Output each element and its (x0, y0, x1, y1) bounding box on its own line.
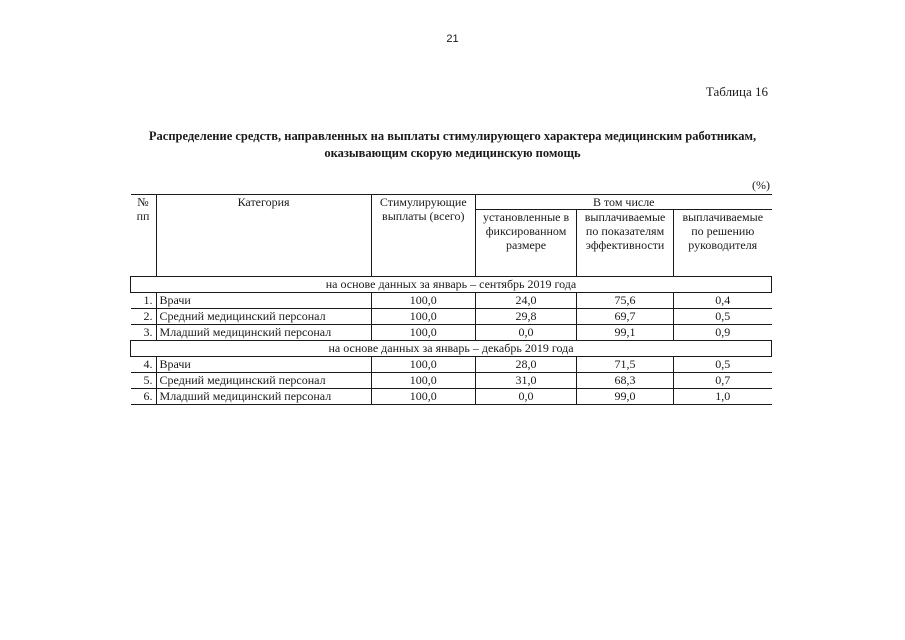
row-head: 0,5 (674, 357, 772, 373)
document-title (100, 128, 805, 162)
row-num: 5. (131, 373, 157, 389)
row-category: Врачи (156, 357, 371, 373)
row-total: 100,0 (371, 389, 475, 405)
row-fixed: 24,0 (475, 293, 576, 309)
row-fixed: 28,0 (475, 357, 576, 373)
table-row (131, 325, 772, 341)
header-fixed-line2: фиксированном (485, 224, 567, 238)
row-efficiency: 99,1 (577, 325, 674, 341)
row-efficiency: 69,7 (577, 309, 674, 325)
row-category: Средний медицинский персонал (156, 373, 371, 389)
row-fixed: 29,8 (475, 309, 576, 325)
row-category: Врачи (156, 293, 371, 309)
row-category: Младший медицинский персонал (156, 325, 371, 341)
header-total-line1: Стимулирующие (379, 195, 467, 209)
unit-note: (%) (752, 178, 770, 192)
row-efficiency: 71,5 (577, 357, 674, 373)
row-head: 0,5 (674, 309, 772, 325)
row-efficiency: 99,0 (577, 389, 674, 405)
row-efficiency: 75,6 (577, 293, 674, 309)
header-including: В том числе (475, 195, 771, 210)
section-row (131, 277, 772, 293)
section-row (131, 341, 772, 357)
page-number: 21 (446, 33, 459, 45)
header-head-line3: руководителя (688, 238, 758, 252)
row-category: Младший медицинский персонал (156, 389, 371, 405)
row-total: 100,0 (371, 373, 475, 389)
table-label: Таблица 16 (705, 84, 768, 99)
title-line-2: оказывающим скорую медицинскую помощь (324, 146, 581, 160)
header-efficiency-line2: по показателям (585, 224, 665, 238)
row-head: 0,4 (674, 293, 772, 309)
row-fixed: 0,0 (475, 389, 576, 405)
row-total: 100,0 (371, 309, 475, 325)
header-total-line2: выплаты (всего) (382, 209, 465, 223)
header-head-decision (674, 210, 772, 277)
distribution-table (130, 194, 772, 405)
header-num (131, 195, 157, 277)
header-fixed-line1: установленные в (482, 210, 570, 224)
table-row (131, 389, 772, 405)
header-num-sub: пп (136, 209, 150, 223)
row-efficiency: 68,3 (577, 373, 674, 389)
header-num-symbol: № (137, 195, 149, 209)
header-efficiency (577, 210, 674, 277)
header-head-line2: по решению (691, 224, 755, 238)
header-fixed (475, 210, 576, 277)
row-num: 2. (131, 309, 157, 325)
header-fixed-line3: размере (505, 238, 547, 252)
row-fixed: 31,0 (475, 373, 576, 389)
table-row (131, 293, 772, 309)
row-num: 4. (131, 357, 157, 373)
row-num: 3. (131, 325, 157, 341)
header-efficiency-line3: эффективности (585, 238, 665, 252)
row-category: Средний медицинский персонал (156, 309, 371, 325)
row-total: 100,0 (371, 325, 475, 341)
header-total (371, 195, 475, 277)
table-row (131, 373, 772, 389)
row-head: 0,7 (674, 373, 772, 389)
table-row (131, 309, 772, 325)
header-category: Категория (156, 195, 371, 277)
section-title: на основе данных за январь – сентябрь 2019 года (131, 277, 772, 293)
row-fixed: 0,0 (475, 325, 576, 341)
row-total: 100,0 (371, 357, 475, 373)
header-head-line1: выплачиваемые (682, 210, 764, 224)
row-head: 0,9 (674, 325, 772, 341)
row-num: 1. (131, 293, 157, 309)
row-num: 6. (131, 389, 157, 405)
header-efficiency-line1: выплачиваемые (584, 210, 666, 224)
row-head: 1,0 (674, 389, 772, 405)
title-line-1: Распределение средств, направленных на выплаты стимулирующего характера медицинским работникам, (148, 129, 757, 143)
table-row (131, 357, 772, 373)
section-title: на основе данных за январь – декабрь 2019 года (131, 341, 772, 357)
row-total: 100,0 (371, 293, 475, 309)
